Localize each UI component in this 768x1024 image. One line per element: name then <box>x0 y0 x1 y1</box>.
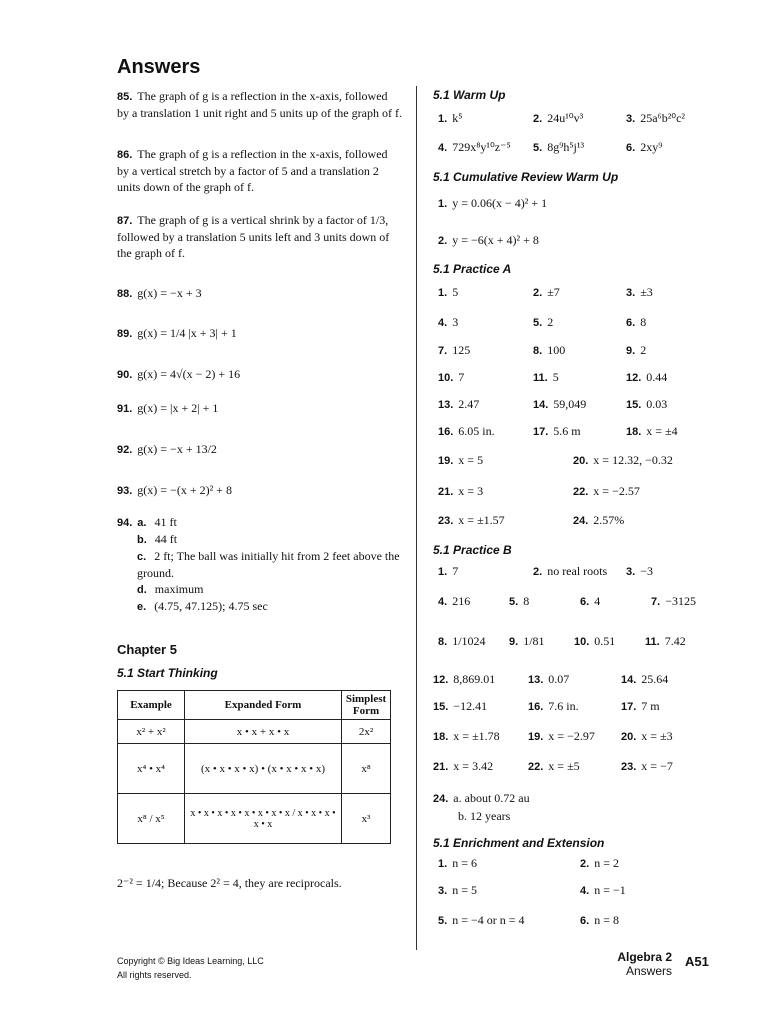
list-item: 8. 1/1024 <box>438 634 486 648</box>
list-item: 17. 7 m <box>621 699 660 713</box>
section-start-thinking: 5.1 Start Thinking <box>117 666 218 680</box>
list-item: 15. 0.03 <box>626 397 668 411</box>
list-item: 10. 7 <box>438 370 465 384</box>
list-item: 16. 7.6 in. <box>528 699 579 713</box>
list-item: 2. 24u¹⁰v³ <box>533 111 584 125</box>
section-enrichment: 5.1 Enrichment and Extension <box>433 836 605 850</box>
answer-89: 89. g(x) = 1/4 |x + 3| + 1 <box>117 326 237 340</box>
table-cell: x³ <box>342 794 391 844</box>
list-item: 2. no real roots <box>533 564 608 578</box>
list-item: 20. x = 12.32, −0.32 <box>573 453 673 467</box>
table-cell: x • x + x • x <box>185 720 342 744</box>
table-cell: (x • x • x • x) • (x • x • x • x) <box>185 744 342 794</box>
answer-88: 88. g(x) = −x + 3 <box>117 286 202 300</box>
list-item: 12. 8,869.01 <box>433 672 496 686</box>
answer-86: 86. The graph of g is a reflection in the x-axis, followed by a vertical stretch by a factor of 5 and a translation 2 units down of the graph of f. <box>117 147 388 194</box>
list-item: 6. 8 <box>626 315 647 329</box>
list-item: 5. 2 <box>533 315 554 329</box>
list-item: 2. y = −6(x + 4)² + 8 <box>438 233 539 247</box>
page-number: A51 <box>685 954 709 969</box>
list-item: 9. 2 <box>626 343 647 357</box>
table-cell: x • x • x • x • x • x • x • x / x • x • x • x • x <box>185 794 342 844</box>
column-divider <box>416 86 417 950</box>
list-item: 24. a. about 0.72 au <box>433 791 530 805</box>
list-item: 1. 7 <box>438 564 459 578</box>
list-item: 14. 59,049 <box>533 397 587 411</box>
list-item: 11. 5 <box>533 370 559 384</box>
answer-85: 85. The graph of g is a reflection in the x-axis, followed by a translation 1 unit right and 5 units up of the graph of f. <box>117 89 402 120</box>
list-item: 14. 25.64 <box>621 672 669 686</box>
list-item: 19. x = −2.97 <box>528 729 595 743</box>
list-item: 21. x = 3.42 <box>433 759 494 773</box>
list-item: 1. k⁵ <box>438 111 463 125</box>
answer-87: 87. The graph of g is a vertical shrink by a factor of 1/3, followed by a translation 5 units left and 3 units down of the graph of f. <box>117 213 390 260</box>
table-header: Example <box>118 691 185 720</box>
start-thinking-table <box>117 690 391 844</box>
table-header: Simplest Form <box>342 691 391 720</box>
copyright: Copyright © Big Ideas Learning, LLC All rights reserved. <box>117 956 264 980</box>
table-cell: x⁸ / x⁵ <box>118 794 185 844</box>
answer-94: 94. a. 41 ft b. 44 ft c. 2 ft; The ball was initially hit from 2 feet above the ground. d. maximum e. (4.75, 47.125); 4.75 sec <box>117 515 400 613</box>
list-item: 2. n = 2 <box>580 856 619 870</box>
section-warm-up: 5.1 Warm Up <box>433 88 506 102</box>
list-item: 8. 100 <box>533 343 566 357</box>
list-item: 6. 2xy⁹ <box>626 140 663 154</box>
list-item: 4. 3 <box>438 315 459 329</box>
list-item: b. 12 years <box>458 809 511 823</box>
list-item: 7. 125 <box>438 343 471 357</box>
list-item: 18. x = ±4 <box>626 424 678 438</box>
list-item: 4. 216 <box>438 594 471 608</box>
list-item: 10. 0.51 <box>574 634 616 648</box>
list-item: 13. 2.47 <box>438 397 480 411</box>
list-item: 7. −3125 <box>651 594 696 608</box>
answer-92: 92. g(x) = −x + 13/2 <box>117 442 217 456</box>
list-item: 3. n = 5 <box>438 883 477 897</box>
table-cell: x⁴ • x⁴ <box>118 744 185 794</box>
reciprocal-note: 2⁻² = 1/4; Because 2² = 4, they are reciprocals. <box>117 876 342 890</box>
list-item: 1. n = 6 <box>438 856 477 870</box>
list-item: 23. x = ±1.57 <box>438 513 505 527</box>
answer-91: 91. g(x) = |x + 2| + 1 <box>117 401 219 415</box>
list-item: 13. 0.07 <box>528 672 570 686</box>
list-item: 1. 5 <box>438 285 459 299</box>
list-item: 6. 4 <box>580 594 601 608</box>
section-practice-a: 5.1 Practice A <box>433 262 512 276</box>
book-title: Algebra 2 Answers <box>617 950 672 978</box>
list-item: 23. x = −7 <box>621 759 673 773</box>
list-item: 5. n = −4 or n = 4 <box>438 913 525 927</box>
answer-93: 93. g(x) = −(x + 2)² + 8 <box>117 483 232 497</box>
list-item: 2. ±7 <box>533 285 560 299</box>
list-item: 20. x = ±3 <box>621 729 673 743</box>
table-cell: x² + x² <box>118 720 185 744</box>
list-item: 22. x = −2.57 <box>573 484 640 498</box>
list-item: 5. 8g⁹h⁵j¹³ <box>533 140 585 154</box>
list-item: 9. 1/81 <box>509 634 545 648</box>
list-item: 12. 0.44 <box>626 370 668 384</box>
list-item: 24. 2.57% <box>573 513 625 527</box>
table-header: Expanded Form <box>185 691 342 720</box>
list-item: 5. 8 <box>509 594 530 608</box>
list-item: 1. y = 0.06(x − 4)² + 1 <box>438 196 548 210</box>
answer-90: 90. g(x) = 4√(x − 2) + 16 <box>117 367 241 381</box>
list-item: 4. n = −1 <box>580 883 626 897</box>
list-item: 18. x = ±1.78 <box>433 729 500 743</box>
list-item: 16. 6.05 in. <box>438 424 495 438</box>
list-item: 21. x = 3 <box>438 484 484 498</box>
list-item: 19. x = 5 <box>438 453 484 467</box>
table-cell: x⁸ <box>342 744 391 794</box>
list-item: 3. 25a⁶b²⁰c² <box>626 111 686 125</box>
list-item: 3. ±3 <box>626 285 653 299</box>
list-item: 3. −3 <box>626 564 653 578</box>
chapter-heading: Chapter 5 <box>117 642 177 657</box>
page-title: Answers <box>117 56 201 78</box>
list-item: 11. 7.42 <box>645 634 686 648</box>
list-item: 4. 729x⁸y¹⁰z⁻⁵ <box>438 140 511 154</box>
list-item: 22. x = ±5 <box>528 759 580 773</box>
table-cell: 2x² <box>342 720 391 744</box>
list-item: 15. −12.41 <box>433 699 488 713</box>
section-cumulative-review: 5.1 Cumulative Review Warm Up <box>433 170 619 184</box>
list-item: 17. 5.6 m <box>533 424 581 438</box>
section-practice-b: 5.1 Practice B <box>433 543 512 557</box>
list-item: 6. n = 8 <box>580 913 619 927</box>
